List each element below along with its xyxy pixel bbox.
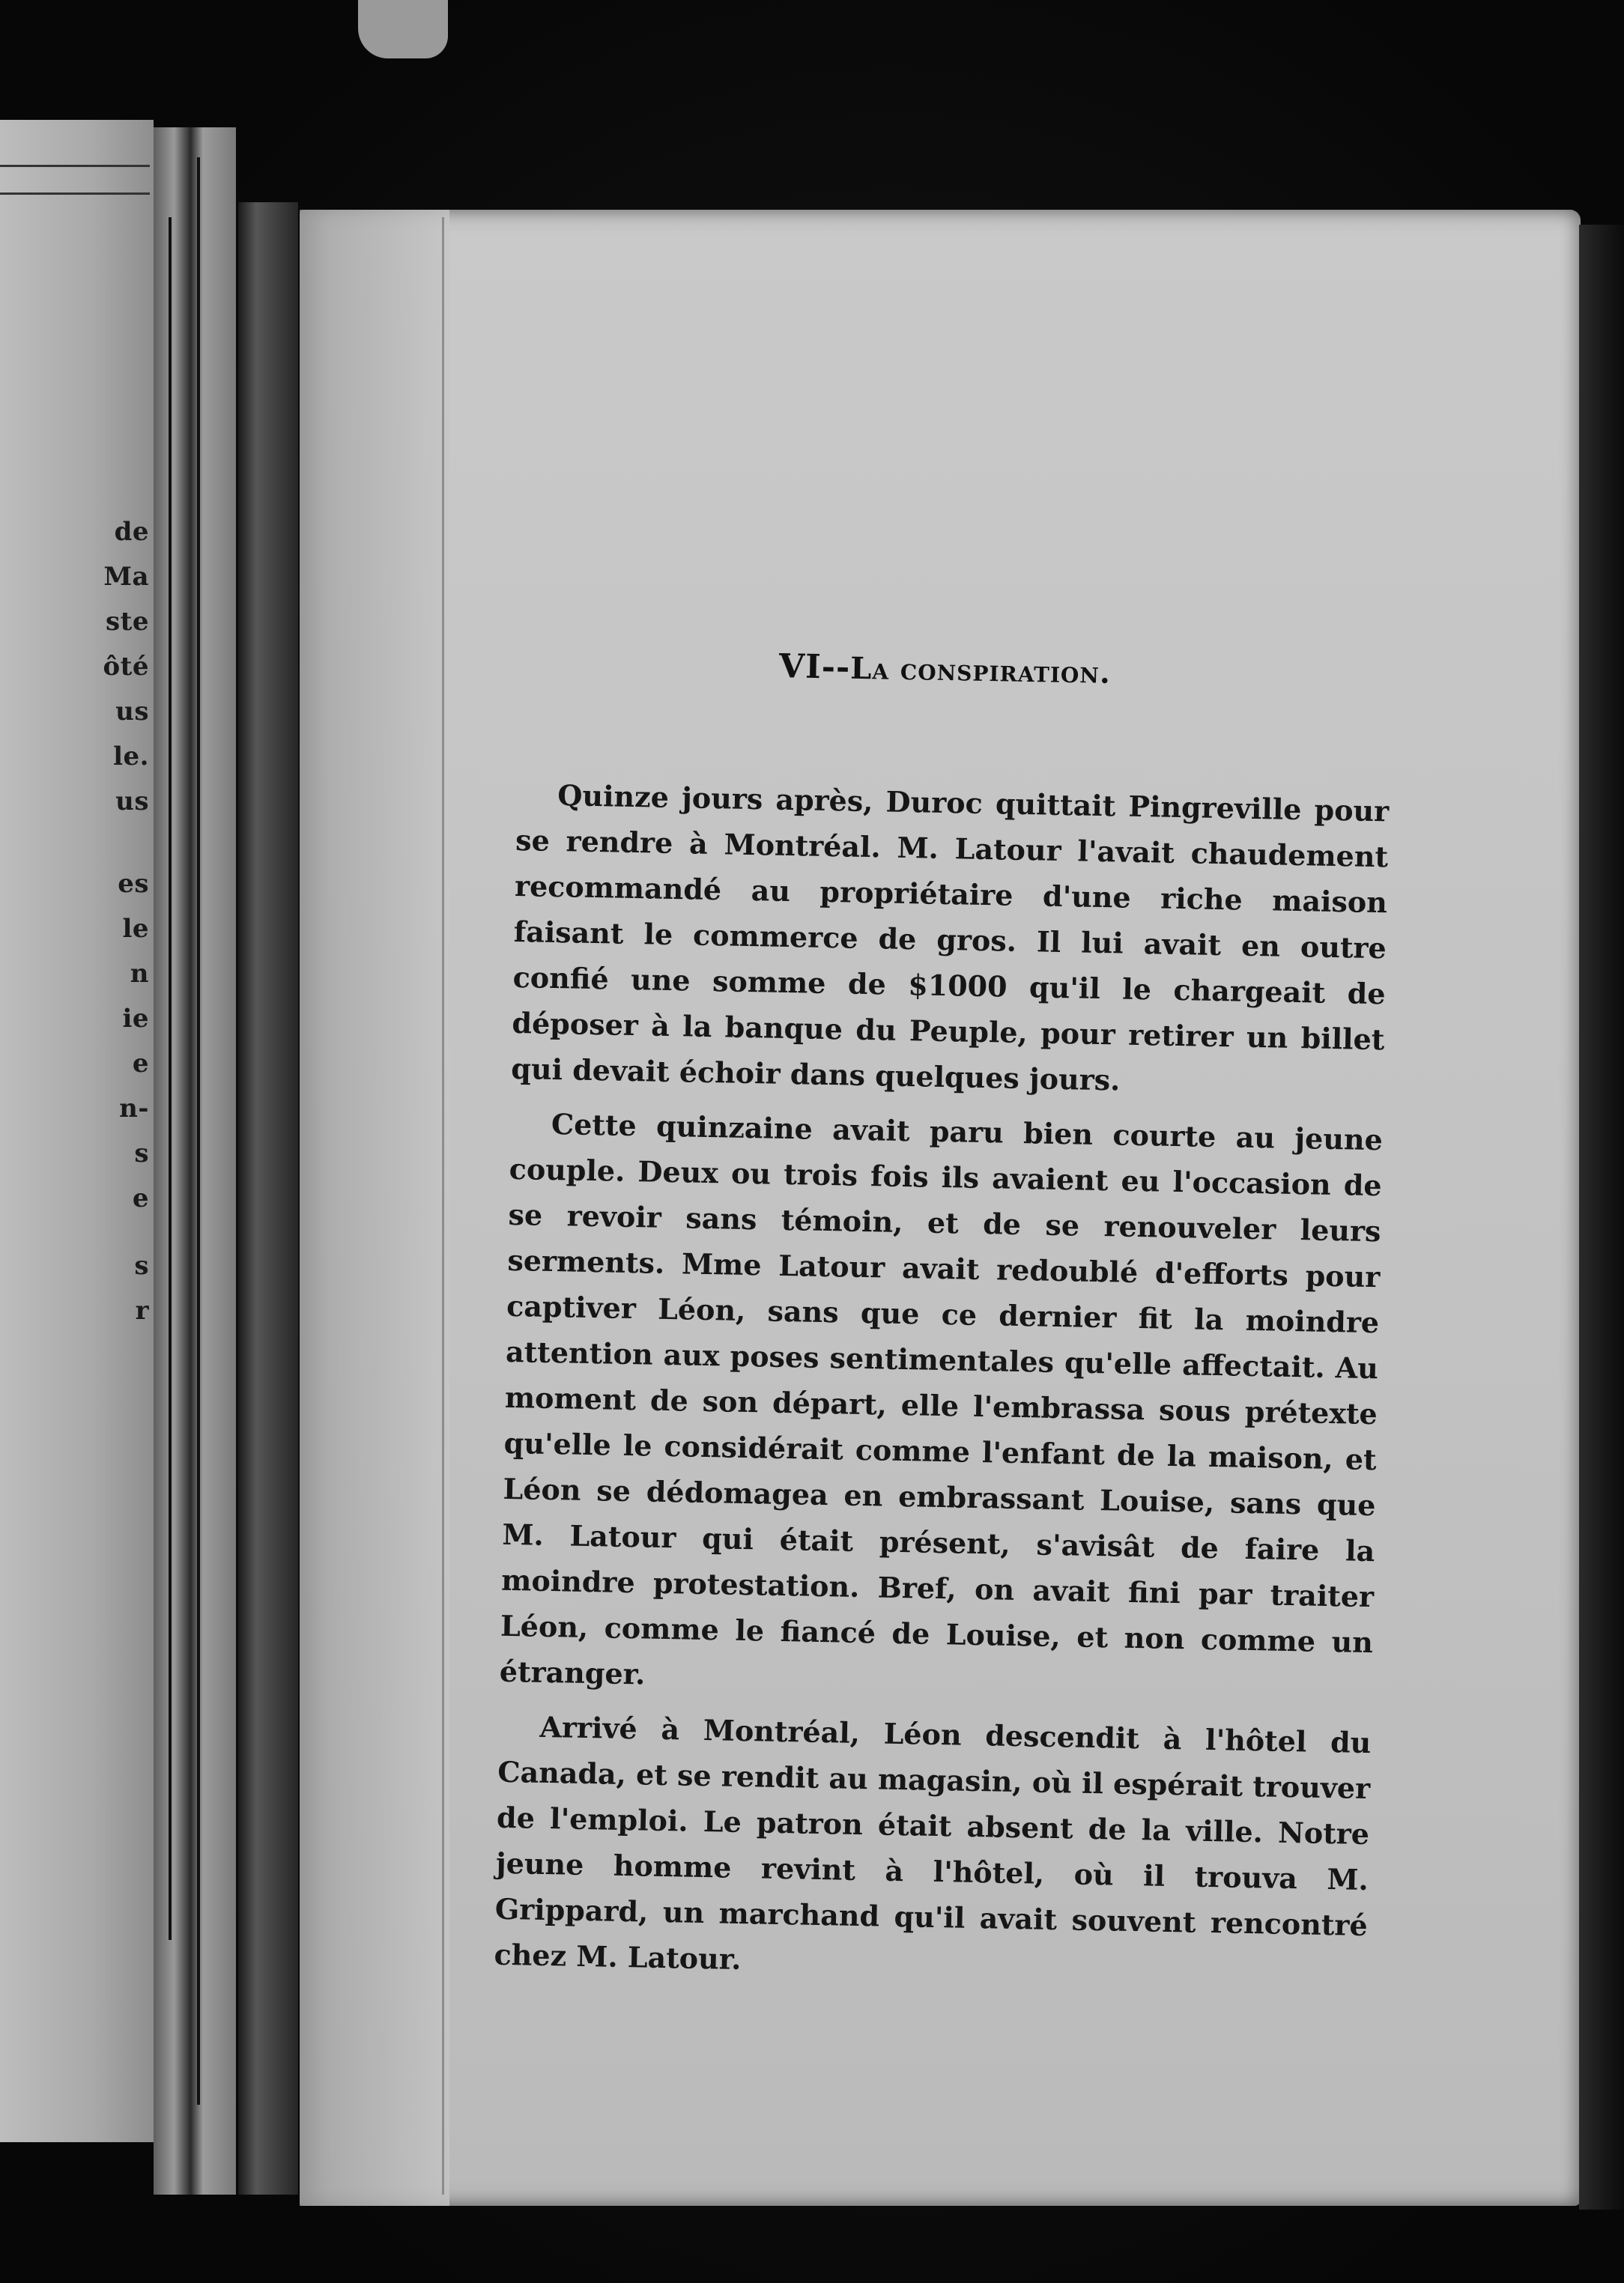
- left-page-fragment: r: [135, 1296, 149, 1326]
- chapter-title: La conspiration.: [849, 650, 1112, 691]
- left-page-fragment: us: [115, 697, 149, 727]
- left-page-fragment: n-: [119, 1094, 149, 1124]
- chapter-heading: [779, 647, 1112, 691]
- paragraph: Quinze jours après, Duroc quittait Pingreville pour se rendre à Montréal. M. Latour l'avait chaudement recommandé au propriétaire d'une riche maison faisant le commerce de gros. Il lui avait en outre confié une somme de $1000 qu'il le chargeait de déposer à la banque du Peuple, pour retirer un billet qui devait échoir dans quelques jours.: [510, 778, 1390, 1097]
- body-text: [494, 771, 1390, 2003]
- left-page-fragment: Ma: [103, 562, 149, 592]
- page-crease: [442, 217, 444, 2195]
- gutter-crack: [169, 217, 172, 1940]
- left-page-fragment: s: [134, 1251, 149, 1281]
- left-page-fragment: de: [114, 517, 149, 547]
- left-page-fragment: us: [115, 786, 149, 816]
- left-page-fragment: ôté: [103, 652, 149, 682]
- paper-tab: [358, 0, 448, 58]
- left-page-fragment: ie: [122, 1004, 149, 1034]
- left-page-fragment: s: [134, 1139, 149, 1168]
- left-page-header-rule: [0, 165, 150, 195]
- left-page-fragment: es: [118, 869, 149, 899]
- gutter-crack: [197, 157, 200, 2105]
- chapter-number: VI--: [778, 647, 851, 687]
- left-facing-page: [0, 120, 154, 2142]
- right-page-edge: [1579, 225, 1624, 2210]
- left-page-fragment: n: [130, 959, 149, 989]
- paragraph: Arrivé à Montréal, Léon descendit à l'hôtel du Canada, et se rendit au magasin, où il espérait trouver de l'emploi. Le patron était absent de la ville. Notre jeune homme revint à l'hôtel, où il trouva M. Grippard, un marchand qu'il avait souvent rencontré chez M. Latour.: [494, 1709, 1372, 1977]
- left-page-fragment: ste: [106, 607, 149, 637]
- book-spine: [238, 202, 298, 2195]
- book-gutter: [154, 127, 236, 2195]
- paragraph: Cette quinzaine avait paru bien courte au jeune couple. Deux ou trois fois ils avaient eu l'occasion de se revoir sans témoin, et de se renouveler leurs serments. Mme Latour avait redoublé d'efforts pour captiver Léon, sans que ce dernier fit la moindre attention aux poses sentimentales qu'elle affectait. Au moment de son départ, elle l'embrassa sous prétexte qu'elle le considérait comme l'enfant de la maison, et Léon se dédomagea en embrassant Louise, sans que M. Latour qui était présent, s'avisât de faire la moindre protestation. Bref, on avait fini par traiter Léon, comme le fiancé de Louise, et non comme un étranger.: [499, 1106, 1384, 1691]
- left-page-fragment: le.: [113, 742, 149, 771]
- left-page-fragment: e: [132, 1183, 149, 1213]
- left-page-fragment: le: [122, 914, 149, 944]
- page-inner-edge: [300, 210, 449, 2206]
- left-page-fragment: e: [132, 1049, 149, 1079]
